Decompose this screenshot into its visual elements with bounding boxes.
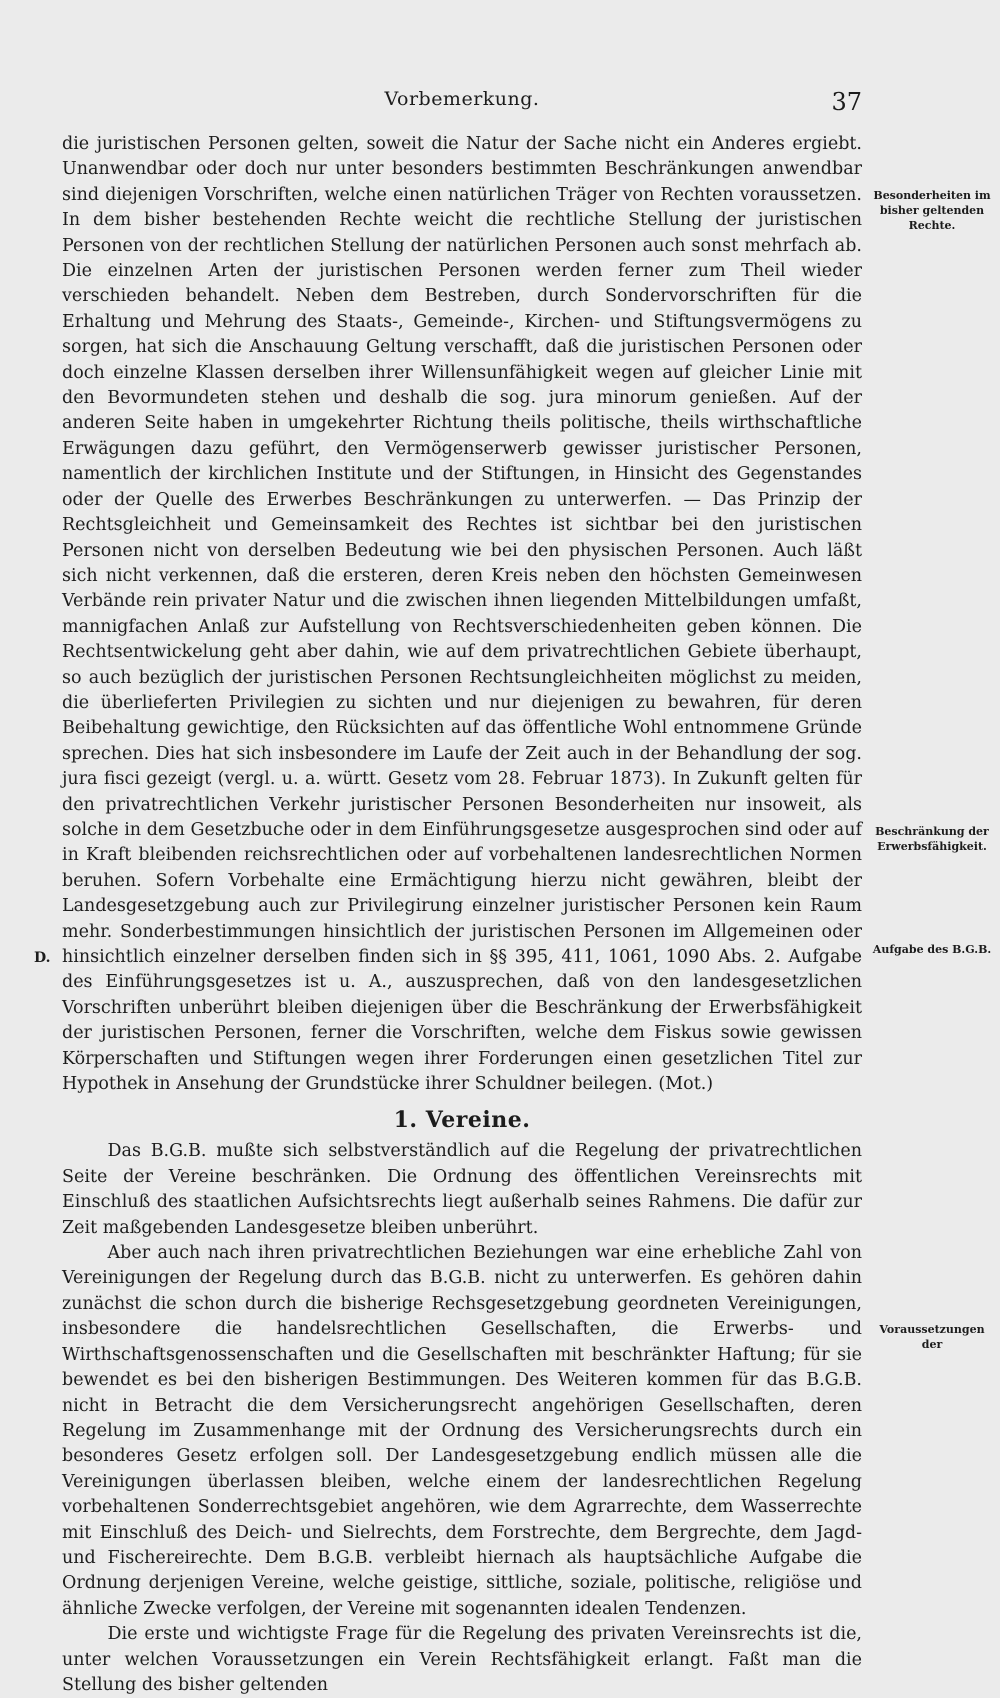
paragraph-intro: die juristischen Personen gelten, soweit die Natur der Sache nicht ein Anderes ergiebt. Unanwendbar oder doch nur unter besonders bestimmten Beschränkungen anwendbar sind diejenigen Vorschriften, welche einen natürlichen Träger von Rechten voraussetzen. In dem bisher bestehenden Rechte weicht die rechtliche Stellung der juristischen Personen von der rechtlichen Stellung der natürlichen Personen auch sonst mehrfach ab. Die einzelnen Arten der juristischen Personen werden ferner zum Theil wieder verschieden behandelt. Neben dem Bestreben, durch Sondervorschriften für die Erhaltung und Mehrung des Staats-, Gemeinde-, Kirchen- und Stiftungsvermögens zu sorgen, hat sich die Anschauung Geltung verschafft, daß die juristischen Personen oder doch einzelne Klassen derselben ihrer Willensunfähigkeit wegen auf gleicher Linie mit den Bevormundeten stehen und deshalb die sog. jura minorum genießen. Auf der anderen Seite haben in umgekehrter Richtung theils politische, theils wirthschaftliche Erwägungen dazu geführt, den Vermögenserwerb gewisser juristischer Personen, namentlich der kirchlichen Institute und der Stiftungen, in Hinsicht des Gegenstandes oder der Quelle des Erwerbes Beschränkungen zu unterwerfen. — Das Prinzip der Rechtsgleichheit und Gemeinsamkeit des Rechtes ist sichtbar bei den juristischen Personen nicht von derselben Bedeutung wie bei den physischen Personen. Auch läßt sich nicht verkennen, daß die ersteren, deren Kreis neben den höchsten Gemeinwesen Verbände rein privater Natur und die zwischen ihnen liegenden Mittelbildungen umfaßt, mannigfachen Anlaß zur Aufstellung von Rechtsverschiedenheiten geben können. Die Rechtsentwickelung geht aber dahin, wie auf dem privatrechtlichen Gebiete überhaupt, so auch bezüglich der juristischen Personen Rechtsungleichheiten möglichst zu meiden, die überlieferten Privilegien zu sichten und nur diejenigen zu bewahren, für deren Beibehaltung gewichtige, den Rücksichten auf das öffentliche Wohl entnommene Gründe sprechen. Dies hat sich insbesondere im Laufe der Zeit auch in der Behandlung der sog. jura fisci gezeigt (vergl. u. a. württ. Gesetz vom 28. Februar 1873). In Zukunft gelten für den privatrechtlichen Verkehr juristischer Personen Besonderheiten nur insoweit, als solche in dem Gesetzbuche oder in dem Einführungsgesetze ausgesprochen sind oder auf in Kraft bleibenden reichsrechtlichen oder auf vorbehaltenen landesrechtlichen Normen beruhen. Sofern Vorbehalte eine Ermächtigung hierzu nicht gewähren, bleibt der Landesgesetzgebung auch zur Privilegirung einzelner juristischer Personen kein Raum mehr. Sonderbestimmungen hinsichtlich der juristischen Personen im Allgemeinen oder hinsichtlich einzelner derselben finden sich in §§ 395, 411, 1061, 1090 Abs. 2. Aufgabe des Einführungsgesetzes ist u. A., auszusprechen, daß von den landesgesetzlichen Vorschriften unberührt bleiben diejenigen über die Beschränkung der Erwerbsfähigkeit der juristischen Personen, ferner die Vorschriften, welche dem Fiskus sowie gewissen Körperschaften und Stiftungen wegen ihrer Forderungen einen gesetzlichen Titel zur Hypothek in Ansehung der Grundstücke ihrer Schuldner beilegen. (Mot.) — [62, 134, 862, 1095]
running-title: Vorbemerkung. — [384, 88, 540, 110]
section-mark: D. — [34, 950, 51, 966]
paragraph-vereine-2: Aber auch nach ihren privatrechtlichen Beziehungen war eine erhebliche Zahl von Vereinigungen der Regelung durch das B.G.B. nicht zu unterwerfen. Es gehören dahin zunächst die schon durch die bisherige Rechsgesetzgebung geordneten Vereinigungen, insbesondere die handelsrechtlichen Gesellschaften, die Erwerbs- und Wirthschaftsgenossenschaften und die Gesellschaften mit beschränkter Haftung; für sie bewendet es bei den bisherigen Bestimmungen. Des Weiteren kommen für das B.G.B. nicht in Betracht die dem Versicherungsrecht angehörigen Gesellschaften, deren Regelung im Zusammenhange mit der Ordnung des Versicherungsrechts durch ein besonderes Gesetz erfolgen soll. Der Landesgesetzgebung endlich müssen alle die Vereinigungen überlassen bleiben, welche einem der landesrechtlichen Regelung vorbehaltenen Sonderrechtsgebiet angehören, wie dem Agrarrechte, dem Wasserrechte mit Einschluß des Deich- und Sielrechts, dem Forstrechte, dem Bergrechte, dem Jagd- und Fischereirechte. Dem B.G.B. verbleibt hiernach als hauptsächliche Aufgabe die Ordnung derjenigen Vereine, welche geistige, sittliche, soziale, politische, religiöse und ähnliche Zwecke verfolgen, der Vereine mit sogenannten idealen Tendenzen. — [62, 1243, 862, 1619]
page-body — [62, 132, 862, 1698]
page-header — [62, 88, 862, 118]
paragraph-vereine-1: Das B.G.B. mußte sich selbstverständlich auf die Regelung der privatrechtlichen Seite der Vereine beschränken. Die Ordnung des öffentlichen Vereinsrechts mit Einschluß des staatlichen Aufsichtsrechts liegt außerhalb seines Rahmens. Die dafür zur Zeit maßgebenden Landesgesetze bleiben unberührt. — [62, 1141, 862, 1238]
page-number: 37 — [831, 88, 862, 116]
margin-note-besonderheiten: Besonderheiten im bisher geltenden Rechte. — [873, 189, 991, 232]
margin-note-beschraenkung: Beschränkung der Erwerbsfähigkeit. — [875, 825, 989, 853]
section-heading: 1. Vereine. — [393, 1107, 531, 1134]
margin-note-voraussetzungen: Voraussetzungen der — [879, 1323, 985, 1351]
margin-note-aufgabe: Aufgabe des B.G.B. — [872, 943, 992, 956]
paragraph-vereine-3: Die erste und wichtigste Frage für die Regelung des privaten Vereinsrechts ist die, unter welchen Voraussetzungen ein Verein Rechtsfähigkeit erlangt. Faßt man die Stellung des bisher geltenden — [62, 1624, 862, 1695]
